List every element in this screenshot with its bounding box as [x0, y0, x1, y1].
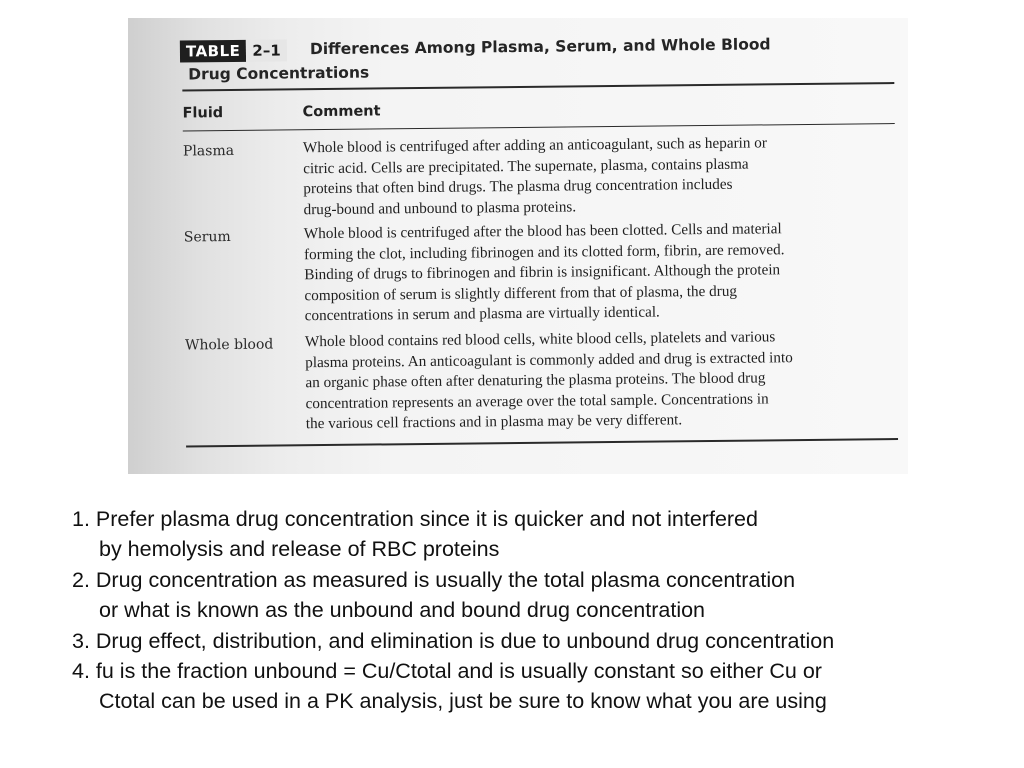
note-line: by hemolysis and release of RBC proteins — [99, 537, 500, 562]
table-label — [180, 39, 287, 62]
row-comment-whole-blood — [305, 326, 906, 435]
comment-line: the various cell fractions and in plasma may be very different. — [305, 411, 683, 433]
note-item — [72, 504, 1002, 565]
comment-line: drug-bound and unbound to plasma proteins. — [303, 197, 577, 218]
note-line: 2. Drug concentration as measured is usually the total plasma concentration — [72, 567, 796, 592]
comment-line: proteins that often bind drugs. The plasma drug concentration includes — [303, 175, 733, 198]
column-header-comment: Comment — [302, 103, 381, 121]
comment-line: concentration represents an average over the total sample. Concentrations in — [305, 389, 769, 412]
comment-line: forming the clot, including fibrinogen and its clotted form, fibrin, are removed. — [303, 240, 785, 263]
note-item — [72, 565, 1002, 626]
note-line: Ctotal can be used in a PK analysis, just be sure to know what you are using — [99, 689, 827, 714]
comment-line: Whole blood is centrifuged after the blood has been clotted. Cells and material — [303, 220, 782, 243]
table-number: 2–1 — [246, 39, 287, 61]
comment-line: an organic phase often after denaturing the plasma proteins. The blood drug — [305, 369, 766, 392]
note-line: 3. Drug effect, distribution, and elimination is due to unbound drug concentration — [72, 628, 835, 653]
row-fluid-plasma: Plasma — [182, 142, 235, 160]
row-fluid-whole-blood: Whole blood — [184, 336, 274, 354]
table-page — [128, 18, 908, 474]
row-comment-plasma — [303, 132, 904, 220]
comment-line: Whole blood is centrifuged after adding an anticoagulant, such as heparin or — [302, 134, 767, 157]
table-title-continued: Drug Concentrations — [188, 63, 370, 84]
note-item — [72, 626, 1002, 656]
comment-line: citric acid. Cells are precipitated. The supernate, plasma, contains plasma — [303, 155, 749, 177]
comment-line: plasma proteins. An anticoagulant is commonly added and drug is extracted into — [305, 348, 793, 371]
note-item — [72, 656, 1002, 717]
comment-line: composition of serum is slightly different from that of plasma, the drug — [304, 282, 738, 304]
table-header-rule — [183, 123, 895, 131]
note-line: 4. fu is the fraction unbound = Cu/Ctotal and is usually constant so either Cu or — [72, 659, 822, 684]
table-label-box: TABLE — [180, 40, 247, 63]
table-top-rule — [182, 82, 894, 91]
note-line: 1. Prefer plasma drug concentration since it is quicker and not interfered — [72, 507, 758, 531]
scanned-table-image — [128, 18, 908, 474]
comment-line: concentrations in serum and plasma are virtually identical. — [304, 303, 660, 325]
comment-line: Whole blood contains red blood cells, white blood cells, platelets and various — [304, 328, 776, 351]
row-fluid-serum: Serum — [183, 229, 231, 246]
table-bottom-rule — [186, 438, 898, 447]
notes-list — [72, 504, 1002, 717]
note-line: or what is known as the unbound and bound drug concentration — [99, 598, 706, 623]
table-title: Differences Among Plasma, Serum, and Whole Blood — [309, 35, 771, 59]
row-comment-serum — [304, 218, 905, 327]
comment-line: Binding of drugs to fibrinogen and fibrin is insignificant. Although the protein — [304, 261, 781, 284]
column-header-fluid: Fluid — [182, 105, 224, 122]
